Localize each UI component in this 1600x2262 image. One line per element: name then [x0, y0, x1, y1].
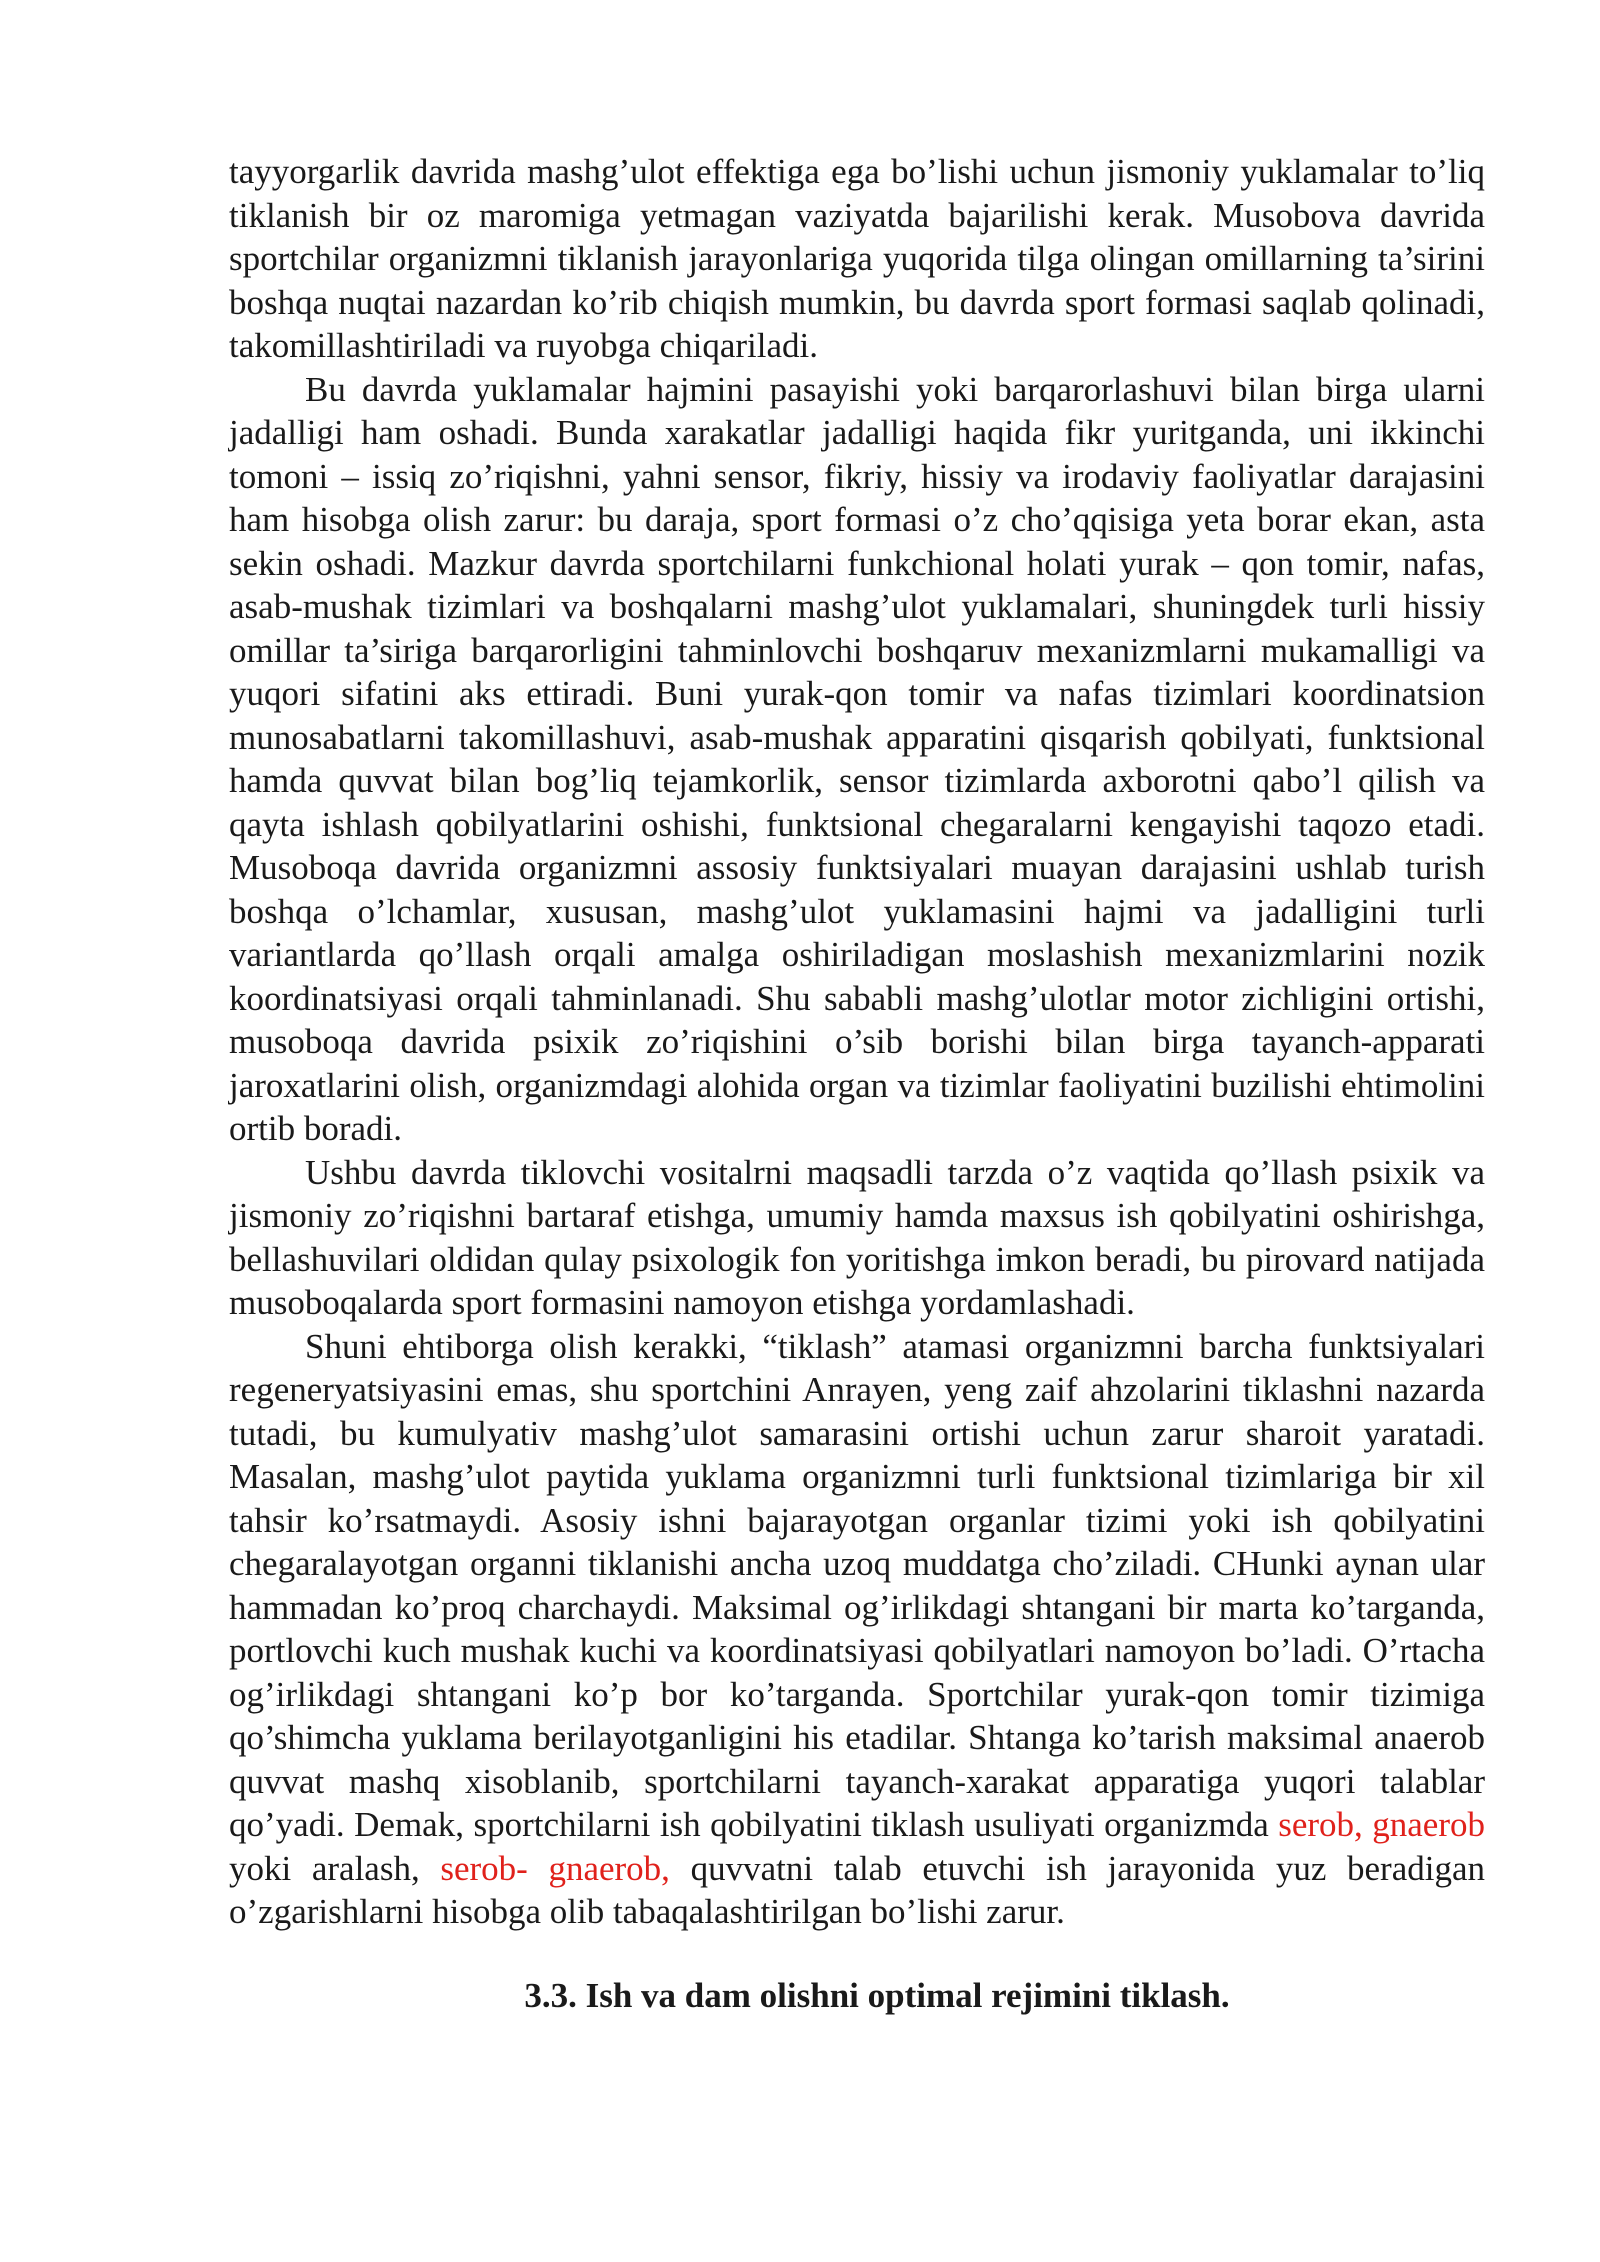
paragraph-4 [229, 1325, 1485, 1934]
highlight-term-1: serob, gnaerob [1278, 1805, 1485, 1844]
paragraph-1: tayyorgarlik davrida mashg’ulot effektiga ega bo’lishi uchun jismoniy yuklamalar to’liq tiklanish bir oz maromiga yetmagan vaziyatda bajarilishi kerak. Musobova davrida sportchilar organizmni tiklanish jarayonlariga yuqorida tilga olingan omillarning ta’sirini boshqa nuqtai nazardan ko’rib chiqish mumkin, bu davrda sport formasi saqlab qolinadi, takomillashtiriladi va ruyobga chiqariladi. [229, 152, 1485, 365]
highlight-term-2: serob- gnaerob, [440, 1848, 670, 1888]
paragraph-3: Ushbu davrda tiklovchi vositalrni maqsadli tarzda o’z vaqtida qo’llash psixik va jismoniy zo’riqishni bartaraf etishga, umumiy hamda maxsus ish qobilyatini oshirishga, bellashuvilari oldidan qulay psixologik fon yoritishga imkon beradi, bu pirovard natijada musoboqalarda sport formasini namoyon etishga yordamlashadi. [229, 1152, 1485, 1322]
paragraph-4-text-a: Shuni ehtiborga olish kerakki, “tiklash” atamasi organizmni barcha funktsiyalari regeneryatsiyasini emas, shu sportchini Anrayen, yeng zaif ahzolarini tiklashni nazarda tutadi, bu kumulyativ mashg’ulot samarasini ortishi uchun zarur sharoit yaratadi. Masalan, mashg’ulot paytida yuklama organizmni turli funktsional tizimlariga bir xil tahsir ko’rsatmaydi. Asosiy ishni bajarayotgan organlar tizimi yoki ish qobilyatini chegaralayotgan organni tiklanishi ancha uzoq muddatga cho’ziladi. CHunki aynan ular hammadan ko’proq charchaydi. Maksimal og’irlikdagi shtangani bir marta ko’targanda, portlovchi kuch mushak kuchi va koordinatsiyasi qobilyatlari namoyon bo’ladi. O’rtacha og’irlikdagi shtangani ko’p bor ko’targanda. Sportchilar yurak-qon tomir tizimiga qo’shimcha yuklama berilayotganligini his etadilar. Shtanga ko’tarish maksimal anaerob quvvat mashq xisoblanib, sportchilarni tayanch-xarakat apparatiga yuqori talablar qo’yadi. Demak, sportchilarni ish qobilyatini tiklash usuliyati organizmda [229, 1326, 1485, 1844]
paragraph-2: Bu davrda yuklamalar hajmini pasayishi yoki barqarorlashuvi bilan birga ularni jadalligi ham oshadi. Bunda xarakatlar jadalligi haqida fikr yuritganda, uni ikkinchi tomoni – issiq zo’riqishni, yahni sensor, fikriy, hissiy va irodaviy faoliyatlar darajasini ham hisobga olish zarur: bu daraja, sport formasi o’z cho’qqisiga yeta borar ekan, asta sekin oshadi. Mazkur davrda sportchilarni funkchional holati yurak – qon tomir, nafas, asab-mushak tizimlari va boshqalarni mashg’ulot yuklamalari, shuningdek turli hissiy omillar ta’siriga barqarorligini tahminlovchi boshqaruv mexanizmlarni mukamalligi va yuqori sifatini aks ettiradi. Buni yurak-qon tomir va nafas tizimlari koordinatsion munosabatlarni takomillashuvi, asab-mushak apparatini qisqarish qobilyati, funktsional hamda quvvat bilan bog’liq tejamkorlik, sensor tizimlarda axborotni qabo’l qilish va qayta ishlash qobilyatlarini oshishi, funktsional chegaralarni kengayishi taqozo etadi. Musoboqa davrida organizmni assosiy funktsiyalari muayan darajasini ushlab turish boshqa o’lchamlar, xususan, mashg’ulot yuklamasini hajmi va jadalligini turli variantlarda qo’llash orqali amalga oshiriladigan moslashish mexanizmlarini nozik koordinatsiyasi orqali tahminlanadi. Shu sababli mashg’ulotlar motor zichligini ortishi, musoboqa davrida psixik zo’riqishini o’sib borishi bilan birga tayanch-apparati jaroxatlarini olish, organizmdagi alohida organ va tizimlar faoliyatini buzilishi ehtimolini ortib boradi. [229, 369, 1485, 1148]
section-heading: 3.3. Ish va dam olishni optimal rejimini tiklash. [524, 1975, 1230, 2015]
paragraph-4-text-c: quvvatni talab etuvchi ish jarayonida yuz beradigan o’zgarishlarni hisobga olib tabaqalashtirilgan bo’lishi zarur. [229, 1848, 1485, 1931]
paragraph-4-text-b: yoki aralash, [229, 1848, 441, 1888]
document-page [229, 150, 1485, 2017]
